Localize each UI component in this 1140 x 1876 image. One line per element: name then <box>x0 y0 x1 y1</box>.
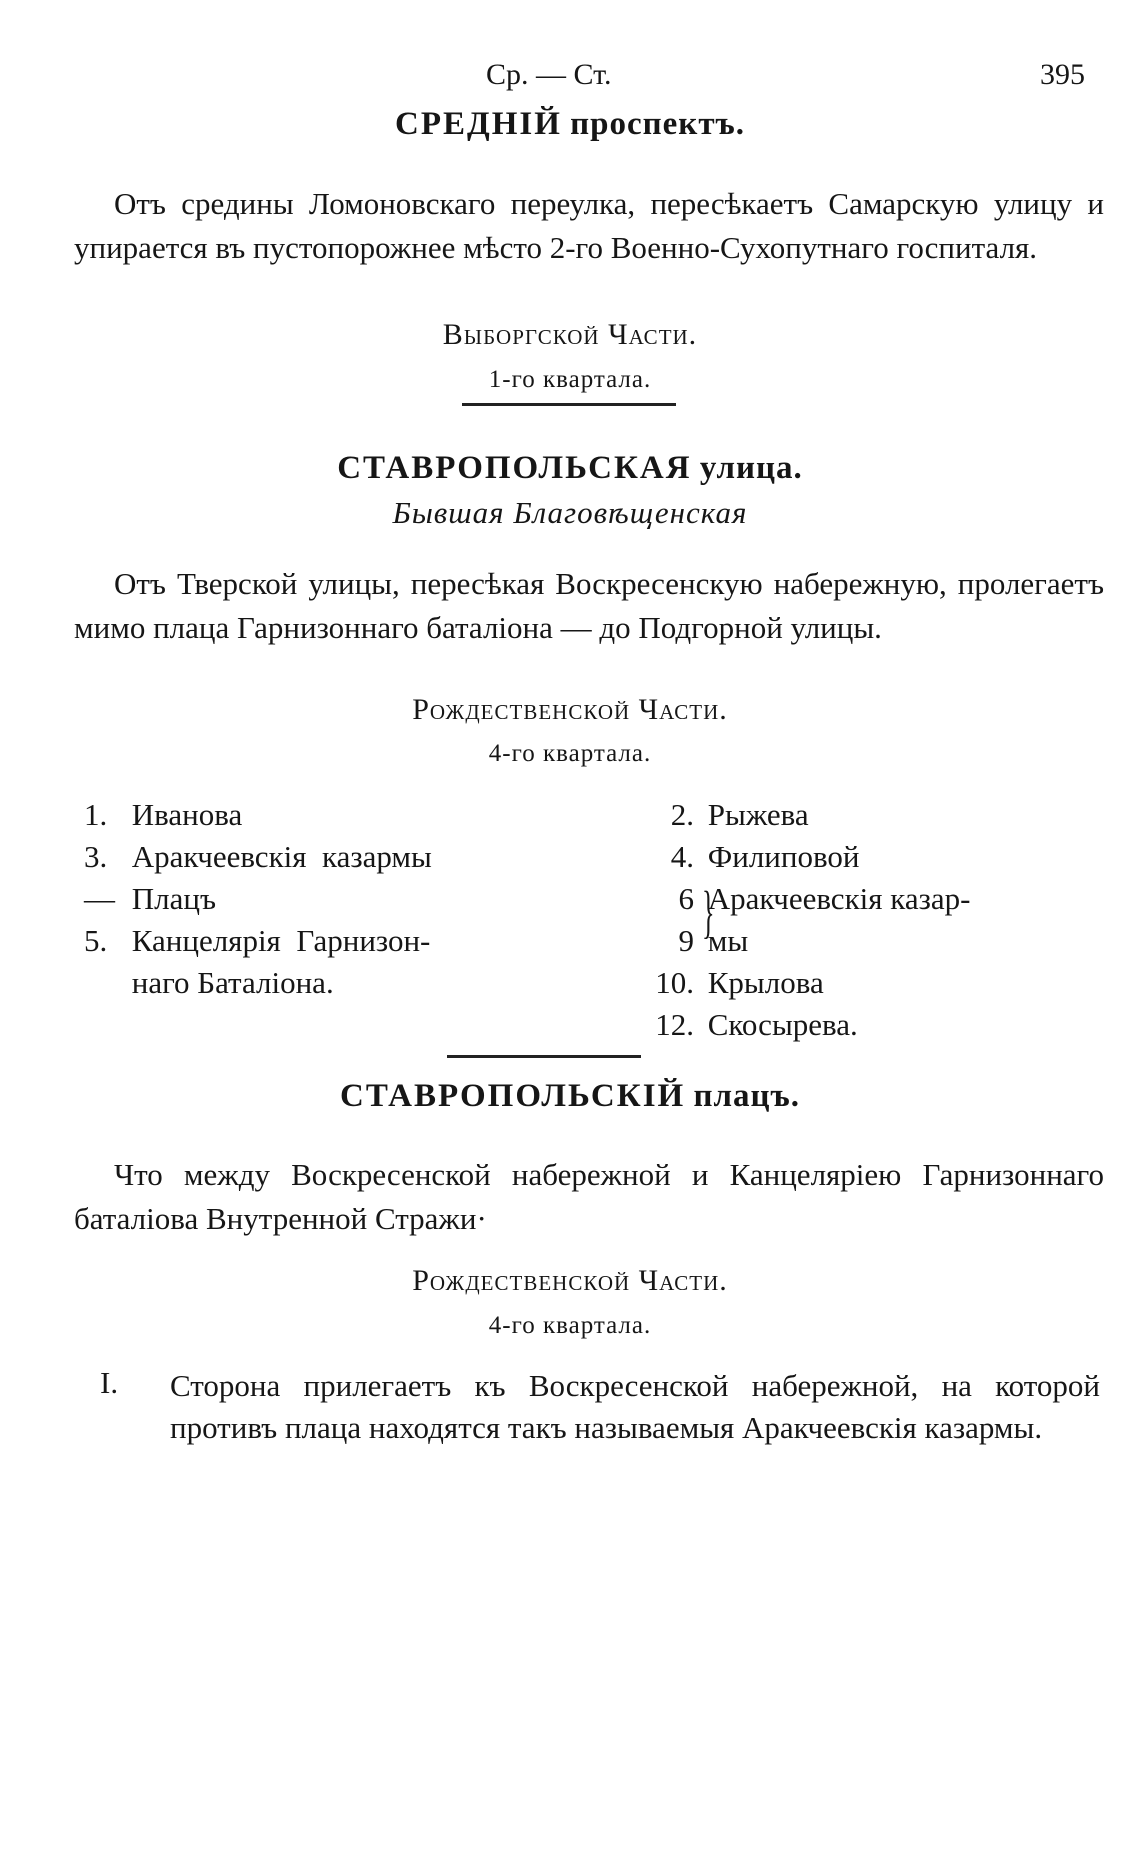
house-name: Рыжева <box>707 797 809 832</box>
house-name: Канцелярія Гарнизон- <box>131 923 431 958</box>
house-number: 12. <box>655 1007 694 1042</box>
house-entry <box>84 962 334 1004</box>
section-heading-stavropolskaya <box>0 450 1140 487</box>
part-label: Рождественской Части. <box>412 693 728 726</box>
house-name: Аракчеевскія казар- <box>707 881 971 916</box>
former-name: Бывшая Благовѣщенская <box>392 495 748 530</box>
house-entry <box>84 836 432 878</box>
house-number: 2. <box>670 797 694 832</box>
house-entry <box>638 794 809 836</box>
part-label: Рождественской Части. <box>412 1264 728 1297</box>
house-name: наго Баталіона. <box>131 965 334 1000</box>
section-description: Отъ Тверской улицы, пересѣкая Воскресенскую набережную, пролегаетъ мимо плаца Гарнизоннаго баталіона — до Подгорной улицы. <box>74 566 1104 645</box>
house-number: 1. <box>84 797 108 832</box>
item-text: Сторона прилегаетъ къ Воскресенской набережной, на которой противъ плаца находятся такъ называемыя Аракчеевскія казармы. <box>170 1368 1100 1445</box>
house-number: 6 <box>678 881 694 916</box>
house-number: 4. <box>670 839 694 874</box>
section-description: Что между Воскресенской набережной и Канцеляріею Гарнизоннаго баталіова Внутренной Стражи· <box>74 1157 1104 1236</box>
house-entry <box>638 878 970 920</box>
house-number: 9 <box>678 923 694 958</box>
house-entry <box>84 878 216 920</box>
section-description: Отъ средины Ломоновскаго переулка, пересѣкаетъ Самарскую улицу и упирается въ пустопорожнее мѣсто 2-го Военно-Сухопутнаго госпиталя. <box>74 186 1104 265</box>
house-name: Скосырева. <box>707 1007 858 1042</box>
house-name: Крылова <box>707 965 824 1000</box>
house-number: — <box>84 881 115 916</box>
heading-rest: улица. <box>699 450 803 486</box>
house-number: 10. <box>655 965 694 1000</box>
section-divider <box>462 403 676 406</box>
heading-rest: плацъ. <box>693 1078 800 1114</box>
heading-rest: проспектъ. <box>570 106 746 142</box>
section-divider <box>447 1055 641 1058</box>
house-number: 5. <box>84 923 108 958</box>
heading-bold: СТАВРОПОЛЬСКАЯ <box>337 450 692 486</box>
house-name: Аракчеевскія казармы <box>131 839 432 874</box>
house-entry <box>84 794 242 836</box>
heading-bold: СРЕДНІЙ <box>394 106 562 142</box>
house-entry <box>84 920 430 962</box>
quarter-label: 1-го квартала. <box>488 366 652 393</box>
part-label: Выборгской Части. <box>442 318 698 351</box>
house-entry <box>638 920 748 962</box>
quarter-label: 4-го квартала. <box>488 740 652 767</box>
heading-bold: СТАВРОПОЛЬСКІЙ <box>339 1078 686 1114</box>
house-name: Плацъ <box>131 881 216 916</box>
house-brace: } <box>702 879 715 944</box>
house-number: 3. <box>84 839 108 874</box>
section-heading-stavropolskiy-plats <box>0 1078 1140 1115</box>
house-name: Филиповой <box>707 839 860 874</box>
house-entry <box>638 836 860 878</box>
page-number: 395 <box>1040 58 1085 91</box>
house-name: Иванова <box>131 797 243 832</box>
section-heading-sredniy <box>0 106 1140 143</box>
quarter-label: 4-го квартала. <box>488 1312 652 1339</box>
house-name: мы <box>707 923 749 958</box>
running-title: Ср. — Ст. <box>486 58 612 91</box>
house-entry <box>638 1004 858 1046</box>
item-number: I. <box>100 1365 119 1400</box>
house-entry <box>638 962 824 1004</box>
